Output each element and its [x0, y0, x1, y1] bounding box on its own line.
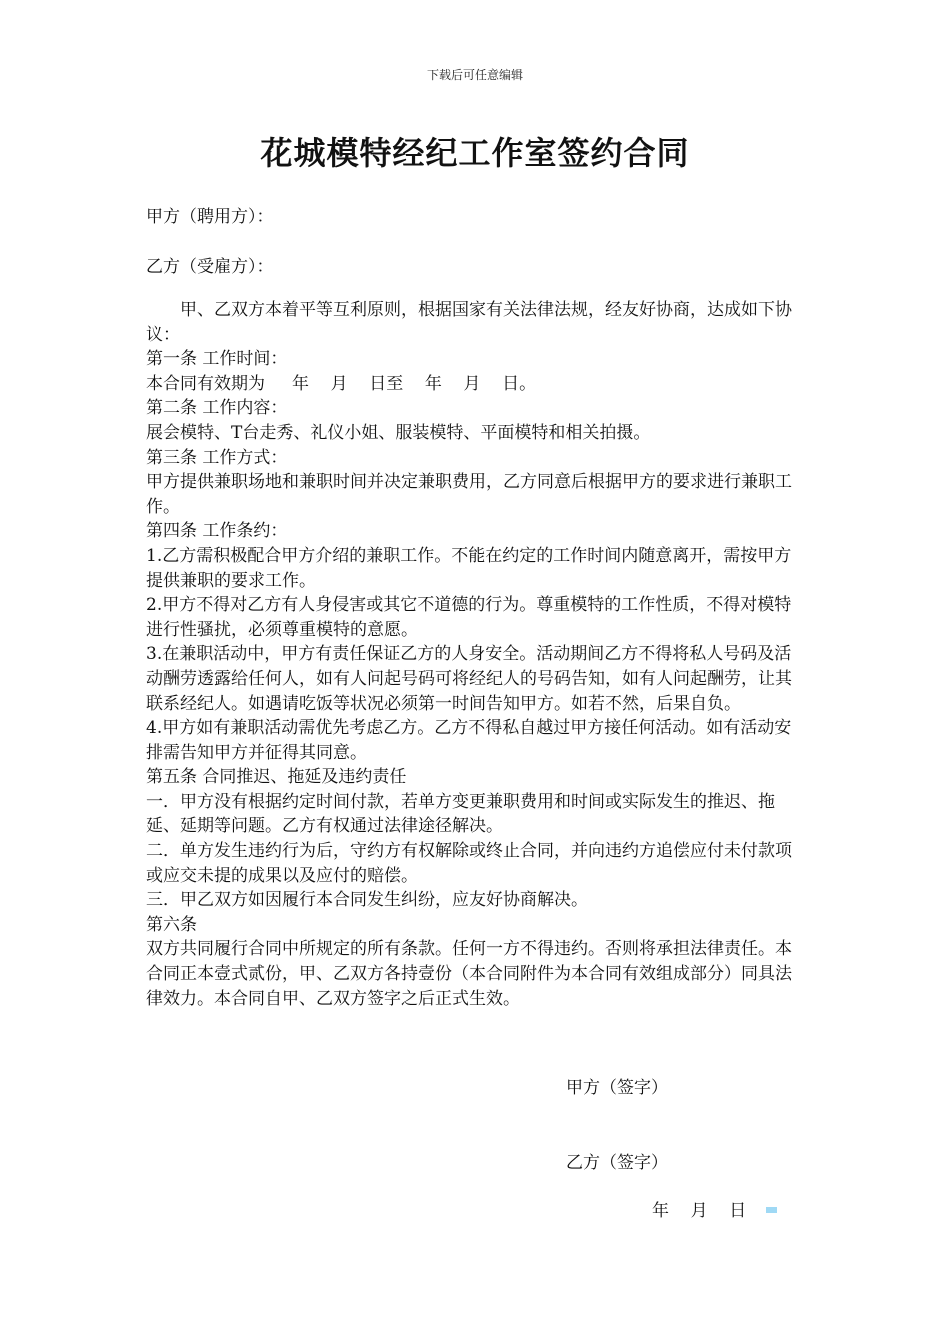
- preamble-paragraph: 甲、乙双方本着平等互利原则，根据国家有关法律法规，经友好协商，达成如下协议：: [146, 300, 792, 345]
- article-4-item-1: 1.乙方需积极配合甲方介绍的兼职工作。不能在约定的工作时间内随意离开，需按甲方提供兼职的要求工作。: [146, 545, 792, 591]
- article-5-item-3: 三．甲乙双方如因履行本合同发生纠纷，应友好协商解决。: [146, 890, 588, 911]
- header-note: 下载后可任意编辑: [426, 68, 523, 82]
- article-2-heading: 第二条 工作内容：: [146, 398, 288, 419]
- article-4-item-3: 3.在兼职活动中，甲方有责任保证乙方的人身安全。活动期间乙方不得将私人号码及活动酬劳透露给任何人，如有人问起号码可将经纪人的号码告知，如有人问起酬劳，让其联系经纪人。如遇请吃饭等状况必须第一时间告知甲方。如若不然，后果自负。: [146, 644, 792, 714]
- article-5-item-2: 二．单方发生违约行为后，守约方有权解除或终止合同，并向违约方追偿应付未付款项或应交未提的成果以及应付的赔偿。: [146, 841, 792, 886]
- article-4-heading: 第四条 工作条约：: [146, 521, 288, 542]
- article-4-item-2: 2.甲方不得对乙方有人身侵害或其它不道德的行为。尊重模特的工作性质，不得对模特进行性骚扰，必须尊重模特的意愿。: [146, 595, 792, 640]
- article-5-item-1: 一．甲方没有根据约定时间付款，若单方变更兼职费用和时间或实际发生的推迟、拖延、延期等问题。乙方有权通过法律途径解决。: [146, 791, 775, 837]
- article-6-text: 双方共同履行合同中所规定的所有条款。任何一方不得违约。否则将承担法律责任。本合同正本壹式贰份，甲、乙双方各持壹份（本合同附件为本合同有效组成部分）同具法律效力。本合同自甲、乙双方签字之后正式生效。: [146, 939, 792, 1009]
- article-1-heading: 第一条 工作时间：: [146, 349, 288, 370]
- document-title: 花城模特经纪工作室签约合同: [260, 134, 690, 172]
- cursor-marker: [766, 1207, 777, 1213]
- party-a-label: 甲方（聘用方）：: [146, 207, 274, 227]
- article-2-text: 展会模特、T台走秀、礼仪小姐、服装模特、平面模特和相关拍摄。: [146, 422, 651, 443]
- article-6-heading: 第六条: [146, 914, 197, 935]
- date-line: 年 月 日: [652, 1201, 747, 1221]
- party-b-label: 乙方（受雇方）：: [146, 257, 274, 277]
- article-3-text: 甲方提供兼职场地和兼职时间并决定兼职费用，乙方同意后根据甲方的要求进行兼职工作。: [146, 472, 792, 517]
- article-1-text: 本合同有效期为 年 月 日至 年 月 日。: [146, 373, 537, 394]
- article-5-heading: 第五条 合同推迟、拖延及违约责任: [146, 767, 407, 788]
- signature-b-label: 乙方（签字）: [566, 1153, 668, 1173]
- article-3-heading: 第三条 工作方式：: [146, 447, 288, 468]
- signature-a-label: 甲方（签字）: [566, 1078, 668, 1098]
- article-4-item-4: 4.甲方如有兼职活动需优先考虑乙方。乙方不得私自越过甲方接任何活动。如有活动安排需告知甲方并征得其同意。: [146, 718, 792, 763]
- contract-body: [146, 298, 808, 1011]
